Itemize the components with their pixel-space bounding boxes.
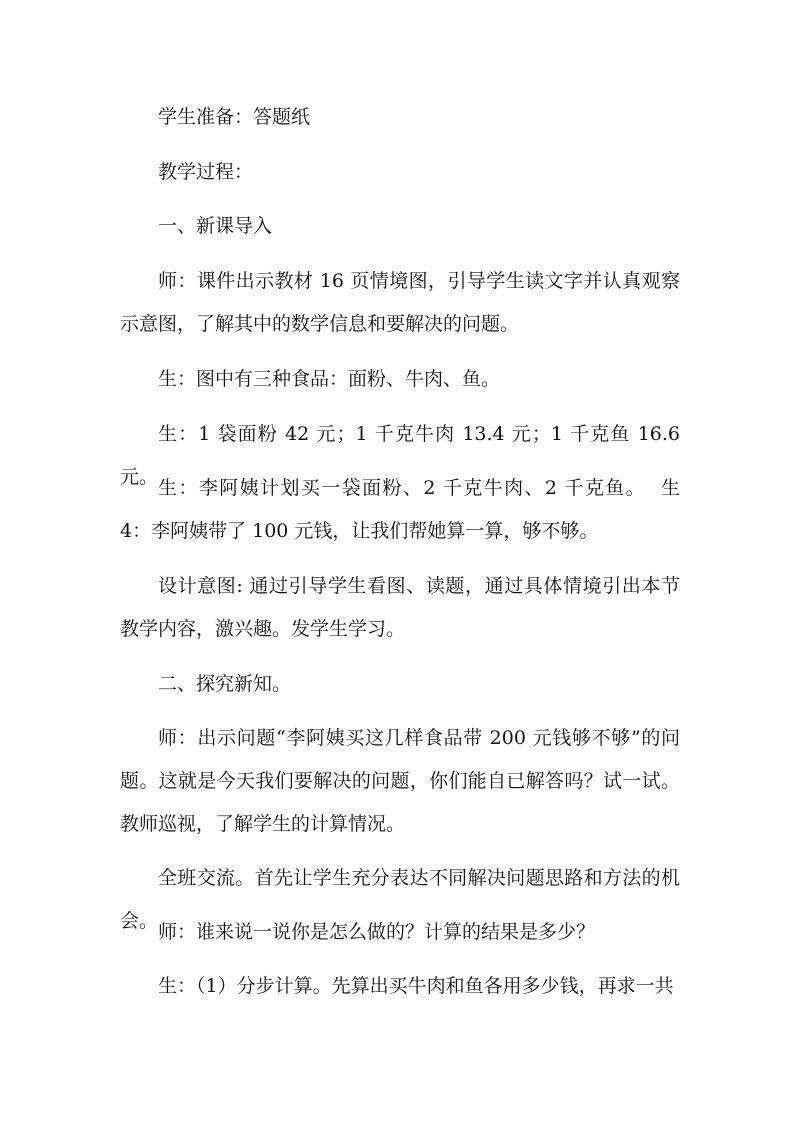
paragraph-student-prep: 学生准备：答题纸	[158, 106, 311, 128]
paragraph-student-prices: 生：1 袋面粉 42 元；1 千克牛肉 13.4 元；1 千克鱼 16.6 元。	[120, 423, 687, 488]
paragraph-student-step-calc: 生：（1）分步计算。先算出买牛肉和鱼各用多少钱，再求一共	[158, 975, 674, 997]
paragraph-section-two-heading: 二、探究新知。	[158, 673, 292, 695]
paragraph-design-intent: 设计意图: 通过引导学生看图、读题，通过具体情境引出本节教学内容，激兴趣。发学生学习。	[120, 575, 680, 640]
paragraph-teacher-intro: 师：课件出示教材 16 页情境图，引导学生读文字并认真观察示意图，了解其中的数学信息和要解决的问题。	[120, 270, 680, 335]
paragraph-student-plan: 生：李阿姨计划买一袋面粉、2 千克牛肉、2 千克鱼。 生 4：李阿姨带了 100 元钱，让我们帮她算一算，够不够。	[120, 477, 687, 542]
paragraph-section-one-heading: 一、新课导入	[158, 215, 273, 237]
paragraph-teacher-problem: 师：出示问题“李阿姨买这几样食品带 200 元钱够不够”的问题。这就是今天我们要解决的问题，你们能自已解答吗？试一试。 教师巡视，了解学生的计算情况。	[120, 727, 705, 835]
paragraph-student-foods: 生：图中有三种食品：面粉、牛肉、鱼。	[158, 368, 501, 390]
paragraph-teaching-process: 教学过程：	[158, 161, 254, 183]
paragraph-teacher-question: 师：谁来说一说你是怎么做的？计算的结果是多少？	[158, 921, 596, 943]
paragraph-class-exchange: 全班交流。首先让学生充分表达不同解决问题思路和方法的机会。	[120, 867, 680, 932]
